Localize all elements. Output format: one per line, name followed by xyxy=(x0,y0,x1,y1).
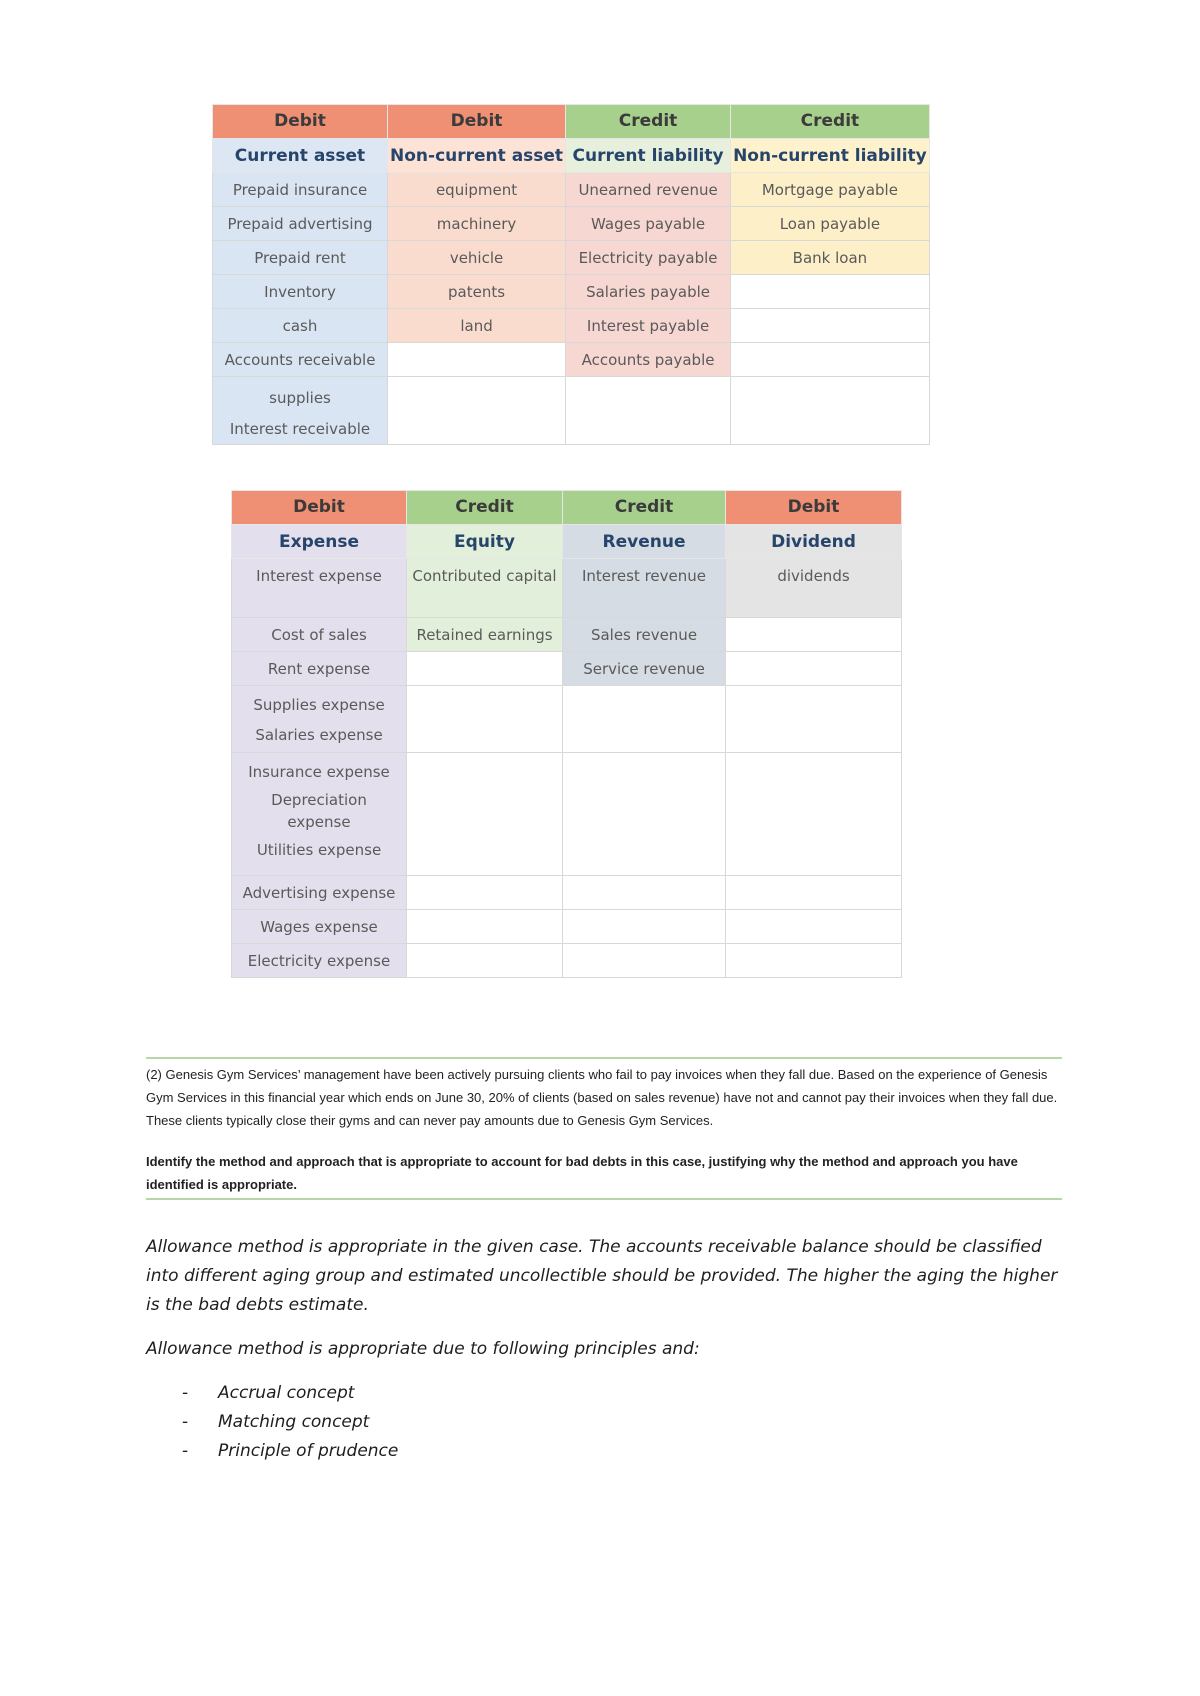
table-row xyxy=(213,275,930,309)
empty-cell xyxy=(731,343,930,377)
empty-cell xyxy=(563,910,726,944)
table-cell: Accounts receivable xyxy=(213,343,388,377)
side-header: Credit xyxy=(731,105,930,139)
table-cell: Prepaid insurance xyxy=(213,173,388,207)
empty-cell xyxy=(726,686,902,753)
table-cell xyxy=(232,753,407,876)
cell-line: Utilities expense xyxy=(256,841,382,859)
cell-line: Salaries expense xyxy=(255,726,383,744)
table-cell: Cost of sales xyxy=(232,618,407,652)
table-cell: Prepaid advertising xyxy=(213,207,388,241)
empty-cell xyxy=(407,652,563,686)
side-header: Credit xyxy=(566,105,731,139)
cell-line: supplies xyxy=(269,389,331,407)
table-cell: Advertising expense xyxy=(232,876,407,910)
table-cell: vehicle xyxy=(388,241,566,275)
empty-cell xyxy=(726,910,902,944)
category-header: Dividend xyxy=(726,525,902,559)
empty-cell xyxy=(726,753,902,876)
bullet-dash: - xyxy=(182,1383,189,1403)
category-header: Revenue xyxy=(563,525,726,559)
balance-sheet-accounts-table xyxy=(212,104,930,445)
empty-cell xyxy=(731,275,930,309)
principles-list xyxy=(146,1379,1066,1466)
table-cell: Bank loan xyxy=(731,241,930,275)
empty-cell xyxy=(726,618,902,652)
empty-cell xyxy=(407,686,563,753)
table-row xyxy=(232,686,902,753)
empty-cell xyxy=(407,910,563,944)
table-row xyxy=(232,618,902,652)
side-header: Credit xyxy=(407,491,563,525)
empty-cell xyxy=(566,377,731,445)
table-row xyxy=(213,343,930,377)
category-header: Non-current asset xyxy=(388,139,566,173)
empty-cell xyxy=(731,377,930,445)
category-row xyxy=(232,525,902,559)
category-header: Current asset xyxy=(213,139,388,173)
table-cell: Inventory xyxy=(213,275,388,309)
side-header: Credit xyxy=(563,491,726,525)
list-item-text: Matching concept xyxy=(218,1412,370,1432)
empty-cell xyxy=(388,377,566,445)
side-header: Debit xyxy=(388,105,566,139)
table-cell: Electricity payable xyxy=(566,241,731,275)
empty-cell xyxy=(726,876,902,910)
table-cell: Electricity expense xyxy=(232,944,407,978)
empty-cell xyxy=(407,876,563,910)
question-prompt: Identify the method and approach that is appropriate to account for bad debts in this case, justifying why the method and approach you have identified is appropriate. xyxy=(146,1154,1018,1192)
table-cell: Retained earnings xyxy=(407,618,563,652)
cell-line: Depreciation expense xyxy=(271,791,367,831)
empty-cell xyxy=(563,686,726,753)
table-row xyxy=(213,207,930,241)
empty-cell xyxy=(731,309,930,343)
income-equity-accounts-table xyxy=(231,490,902,978)
category-header: Equity xyxy=(407,525,563,559)
table-row xyxy=(232,910,902,944)
bullet-dash: - xyxy=(182,1412,189,1432)
table-cell: machinery xyxy=(388,207,566,241)
empty-cell xyxy=(726,652,902,686)
list-item xyxy=(146,1437,1066,1466)
category-row xyxy=(213,139,930,173)
bullet-dash: - xyxy=(182,1441,189,1461)
cell-line: Supplies expense xyxy=(253,696,385,714)
table-cell: Loan payable xyxy=(731,207,930,241)
table-cell: Prepaid rent xyxy=(213,241,388,275)
empty-cell xyxy=(563,944,726,978)
table-cell: Wages payable xyxy=(566,207,731,241)
empty-cell xyxy=(407,753,563,876)
category-header: Non-current liability xyxy=(731,139,930,173)
empty-cell xyxy=(407,944,563,978)
table-cell xyxy=(232,686,407,753)
table-cell: Wages expense xyxy=(232,910,407,944)
empty-cell xyxy=(726,944,902,978)
table-cell: Interest expense xyxy=(232,559,407,618)
table-cell: Sales revenue xyxy=(563,618,726,652)
table-cell: Mortgage payable xyxy=(731,173,930,207)
list-item-text: Accrual concept xyxy=(218,1383,355,1403)
empty-cell xyxy=(388,343,566,377)
table-row xyxy=(213,309,930,343)
side-header: Debit xyxy=(232,491,407,525)
table-row xyxy=(232,652,902,686)
category-header: Current liability xyxy=(566,139,731,173)
answer-paragraph: Allowance method is appropriate due to following principles and: xyxy=(146,1339,700,1359)
table-row xyxy=(232,559,902,618)
cell-line: Interest receivable xyxy=(229,420,371,438)
table-cell: equipment xyxy=(388,173,566,207)
side-row xyxy=(232,491,902,525)
table-cell: land xyxy=(388,309,566,343)
table-row xyxy=(232,753,902,876)
table-row xyxy=(213,241,930,275)
table-row xyxy=(232,876,902,910)
table-cell: patents xyxy=(388,275,566,309)
list-item xyxy=(146,1408,1066,1437)
table-cell: Rent expense xyxy=(232,652,407,686)
table-row xyxy=(213,173,930,207)
side-header: Debit xyxy=(726,491,902,525)
cell-line: Insurance expense xyxy=(248,763,390,781)
category-header: Expense xyxy=(232,525,407,559)
side-row xyxy=(213,105,930,139)
table-cell: Unearned revenue xyxy=(566,173,731,207)
table-cell: dividends xyxy=(726,559,902,618)
list-item-text: Principle of prudence xyxy=(218,1441,399,1461)
table-cell: Accounts payable xyxy=(566,343,731,377)
empty-cell xyxy=(563,876,726,910)
table-cell: Salaries payable xyxy=(566,275,731,309)
empty-cell xyxy=(563,753,726,876)
table-cell: Service revenue xyxy=(563,652,726,686)
list-item xyxy=(146,1379,1066,1408)
question-box xyxy=(146,1057,1062,1200)
table-row xyxy=(232,944,902,978)
table-cell: Interest payable xyxy=(566,309,731,343)
table-cell xyxy=(213,377,388,445)
answer-section xyxy=(146,1233,1066,1466)
table-cell: Contributed capital xyxy=(407,559,563,618)
table-row xyxy=(213,377,930,445)
answer-paragraph: Allowance method is appropriate in the given case. The accounts receivable balance should be classified into different aging group and estimated uncollectible should be provided. The higher the aging the higher is the bad debts estimate. xyxy=(146,1237,1058,1315)
side-header: Debit xyxy=(213,105,388,139)
table-cell: cash xyxy=(213,309,388,343)
table-cell: Interest revenue xyxy=(563,559,726,618)
question-text: (2) Genesis Gym Services’ management have been actively pursuing clients who fail to pay invoices when they fall due. Based on the experience of Genesis Gym Services in this financial year which ends on June 30, 20% of clients (based on sales revenue) have not and cannot pay their invoices when they fall due. These clients typically close their gyms and can never pay amounts due to Genesis Gym Services. xyxy=(146,1067,1058,1128)
